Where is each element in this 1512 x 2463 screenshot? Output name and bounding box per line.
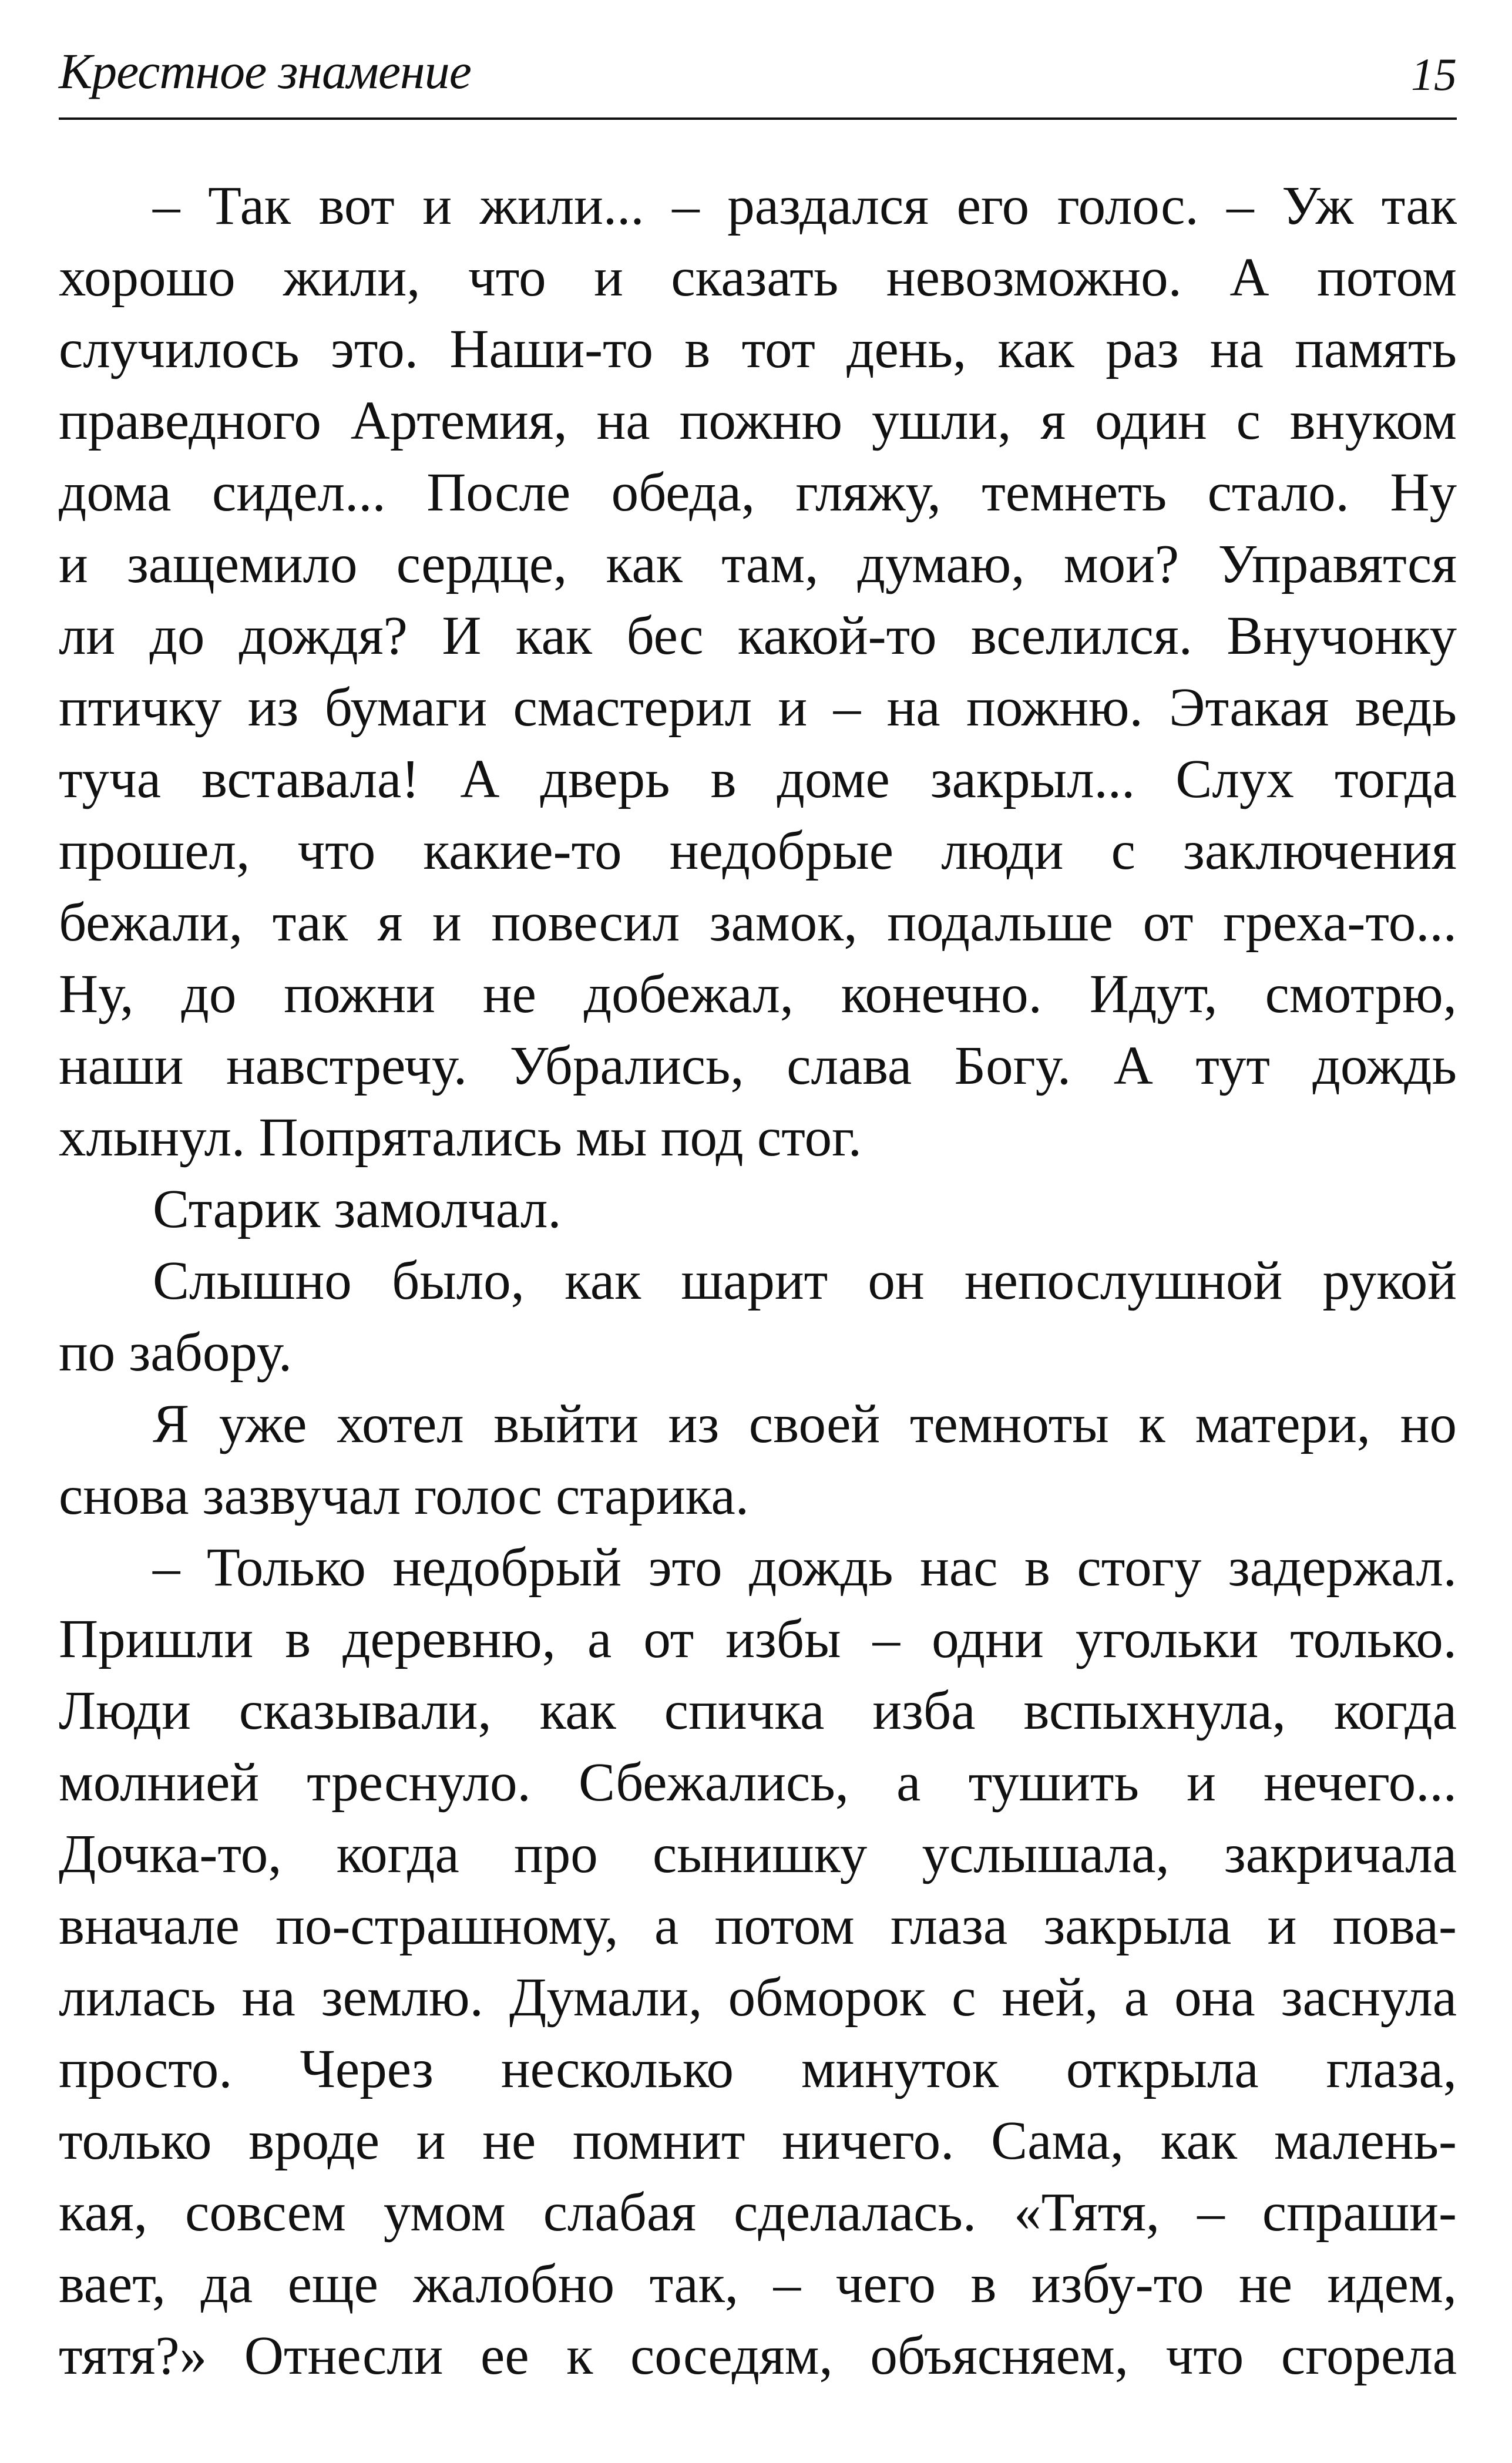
text-line: Старик замолчал. xyxy=(153,1179,562,1239)
text-line: Люди сказывали, как спичка изба вспыхнула, когда xyxy=(59,1681,1457,1741)
text-line: и защемило сердце, как там, думаю, мои? Управятся xyxy=(59,534,1457,594)
text-line: кая, совсем умом слабая сделалась. «Тятя, – спраши- xyxy=(59,2182,1457,2243)
text-line: молнией треснуло. Сбежались, а тушить и нечего... xyxy=(59,1752,1457,1813)
text-line: по забору. xyxy=(59,1322,293,1383)
body-text xyxy=(59,170,1457,2392)
text-line: бежали, так я и повесил замок, подальше от греха-то... xyxy=(59,892,1457,953)
running-title: Крестное знамение xyxy=(59,43,471,99)
text-line: хлынул. Попрятались мы под стог. xyxy=(59,1107,862,1168)
text-line: Слышно было, как шарит он непослушной рукой xyxy=(153,1251,1457,1311)
text-line: праведного Артемия, на пожню ушли, я один с внуком xyxy=(59,391,1457,451)
text-line: Я уже хотел выйти из своей темноты к матери, но xyxy=(153,1394,1457,1454)
text-line: – Только недобрый это дождь нас в стогу задержал. xyxy=(153,1537,1457,1598)
text-line: тятя?» Отнесли ее к соседям, объясняем, что сгорела xyxy=(59,2326,1457,2386)
text-line: наши навстречу. Убрались, слава Богу. А тут дождь xyxy=(59,1036,1457,1096)
text-line: дома сидел... После обеда, гляжу, темнеть стало. Ну xyxy=(59,462,1457,523)
page-number: 15 xyxy=(1411,49,1457,100)
text-line: случилось это. Наши-то в тот день, как раз на память xyxy=(59,319,1457,379)
header-rule xyxy=(59,117,1457,120)
running-head xyxy=(59,34,1457,122)
text-line: только вроде и не помнит ничего. Сама, как малень- xyxy=(59,2111,1457,2171)
text-line: Ну, до пожни не добежал, конечно. Идут, смотрю, xyxy=(59,964,1457,1024)
text-line: прошел, что какие-то недобрые люди с заключения xyxy=(59,821,1457,881)
text-line: Дочка-то, когда про сынишку услышала, закричала xyxy=(59,1824,1457,1884)
text-line: вает, да еще жалобно так, – чего в избу-то не идем, xyxy=(59,2254,1457,2314)
text-line: хорошо жили, что и сказать невозможно. А потом xyxy=(59,247,1457,308)
text-line: туча вставала! А дверь в доме закрыл... Слух тогда xyxy=(59,749,1457,809)
text-line: – Так вот и жили... – раздался его голос. – Уж так xyxy=(153,176,1457,236)
text-line: ли до дождя? И как бес какой-то вселился. Внучонку xyxy=(59,606,1457,666)
text-line: лилась на землю. Думали, обморок с ней, а она заснула xyxy=(59,1967,1457,2028)
text-line: просто. Через несколько минуток открыла глаза, xyxy=(59,2039,1457,2099)
text-line: вначале по-страшному, а потом глаза закрыла и пова- xyxy=(59,1896,1457,1956)
text-line: Пришли в деревню, а от избы – одни угольки только. xyxy=(59,1609,1457,1669)
text-line: снова зазвучал голос старика. xyxy=(59,1466,750,1526)
text-line: птичку из бумаги смастерил и – на пожню. Этакая ведь xyxy=(59,677,1457,738)
